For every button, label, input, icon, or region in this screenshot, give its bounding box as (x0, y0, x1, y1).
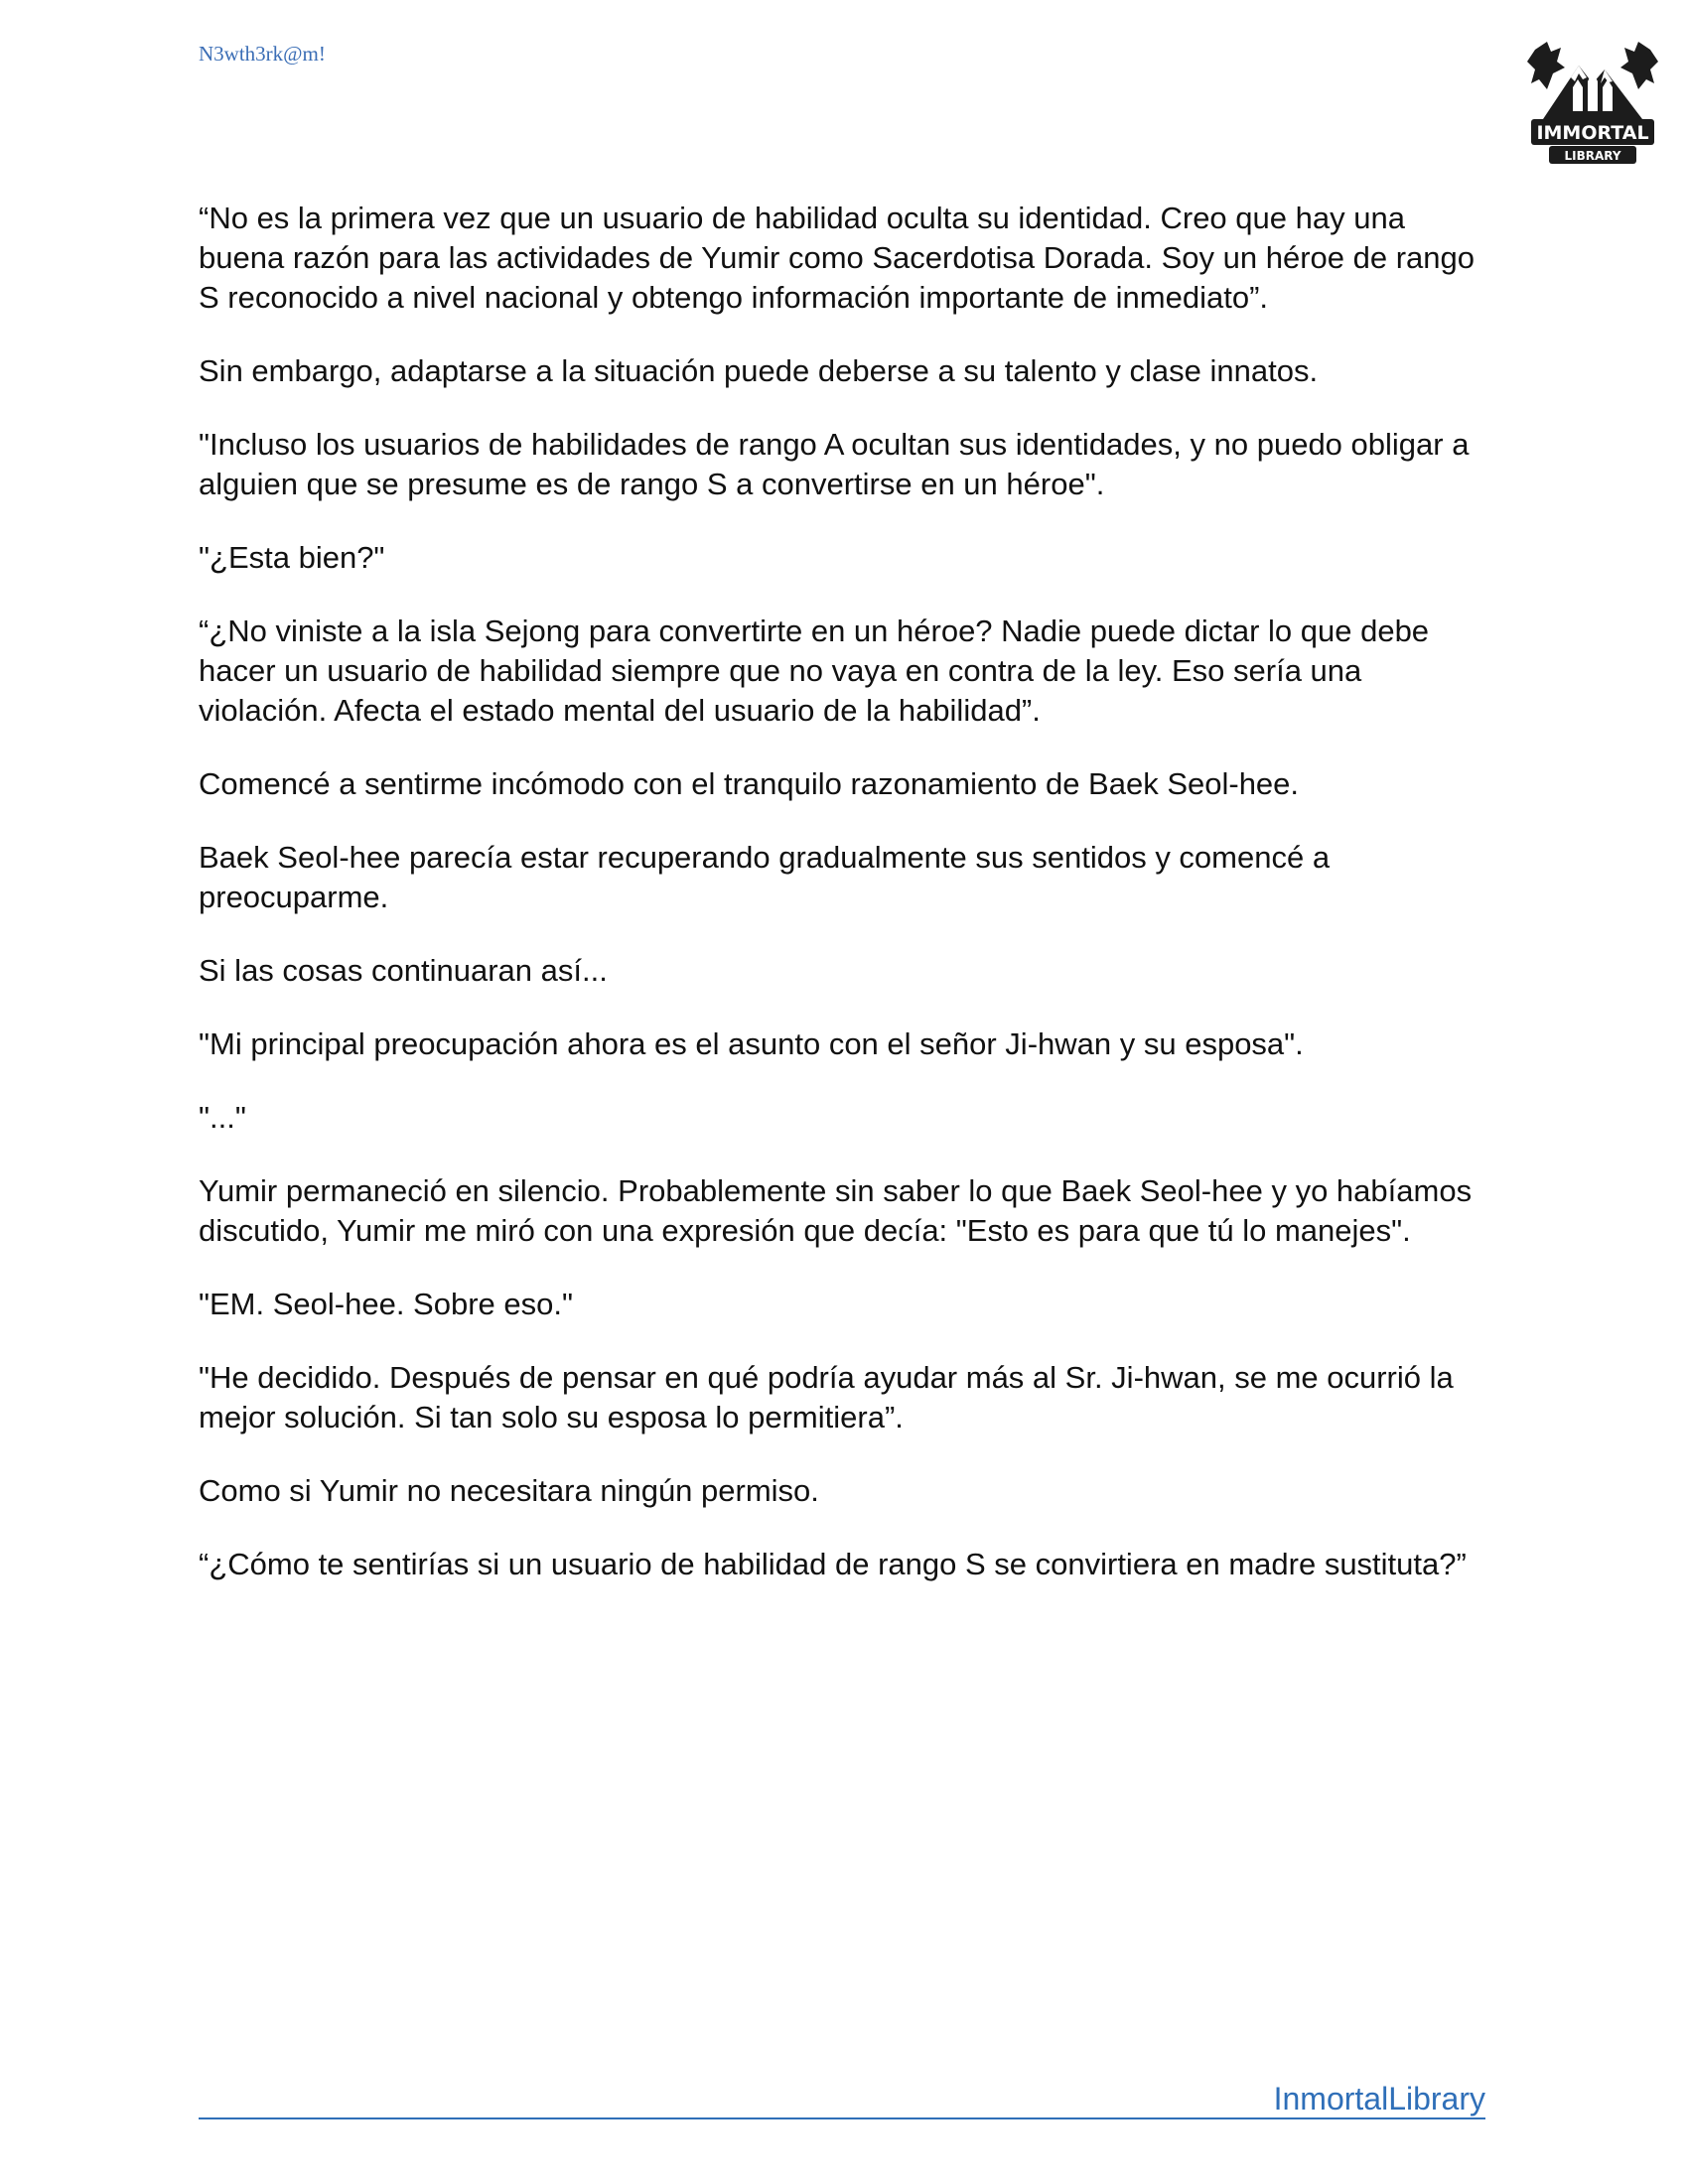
paragraph: Comencé a sentirme incómodo con el tranquilo razonamiento de Baek Seol-hee. (199, 766, 1300, 801)
paragraph: "He decidido. Después de pensar en qué podría ayudar más al Sr. Ji-hwan, se me ocurrió la mejor solución. Si tan solo su esposa lo permitiera”. (199, 1360, 1454, 1434)
paragraph: “¿No viniste a la isla Sejong para convertirte en un héroe? Nadie puede dictar lo que debe hacer un usuario de habilidad siempre que no vaya en contra de la ley. Eso sería una violación. Afecta el estado mental del usuario de la habilidad”. (199, 614, 1430, 728)
paragraph: "Mi principal preocupación ahora es el asunto con el señor Ji-hwan y su esposa". (199, 1026, 1304, 1061)
paragraph: “¿Cómo te sentirías si un usuario de habilidad de rango S se convirtiera en madre sustituta?” (199, 1547, 1467, 1581)
paragraph: Baek Seol-hee parecía estar recuperando gradualmente sus sentidos y comencé a preocuparme. (199, 840, 1331, 914)
paragraph: Si las cosas continuaran así... (199, 953, 608, 988)
paragraph: Sin embargo, adaptarse a la situación puede deberse a su talento y clase innatos. (199, 353, 1319, 388)
logo-title-text: IMMORTAL (1536, 122, 1649, 144)
document-body (199, 199, 1489, 1618)
paragraph: “No es la primera vez que un usuario de habilidad oculta su identidad. Creo que hay una buena razón para las actividades de Yumir como Sacerdotisa Dorada. Soy un héroe de rango S reconocido a nivel nacional y obtengo información importante de inmediato”. (199, 201, 1476, 315)
paragraph: "¿Esta bien?" (199, 540, 385, 575)
paragraph: Como si Yumir no necesitara ningún permiso. (199, 1473, 819, 1508)
paragraph: "EM. Seol-hee. Sobre eso." (199, 1287, 573, 1321)
paragraph: "..." (199, 1100, 246, 1135)
header-watermark: N3wth3rk@m! (199, 42, 326, 66)
mountain-emblem-icon (1527, 42, 1658, 119)
logo-subtitle-text: LIBRARY (1564, 149, 1621, 163)
footer-underline (199, 2117, 1485, 2119)
footer-link[interactable]: InmortalLibrary (1273, 2081, 1485, 2116)
paragraph: "Incluso los usuarios de habilidades de rango A ocultan sus identidades, y no puedo obligar a alguien que se presume es de rango S a convertirse en un héroe". (199, 427, 1470, 501)
paragraph: Yumir permaneció en silencio. Probablemente sin saber lo que Baek Seol-hee y yo habíamos discutido, Yumir me miró con una expresión que decía: "Esto es para que tú lo manejes". (199, 1173, 1473, 1248)
immortal-library-logo (1517, 28, 1668, 175)
